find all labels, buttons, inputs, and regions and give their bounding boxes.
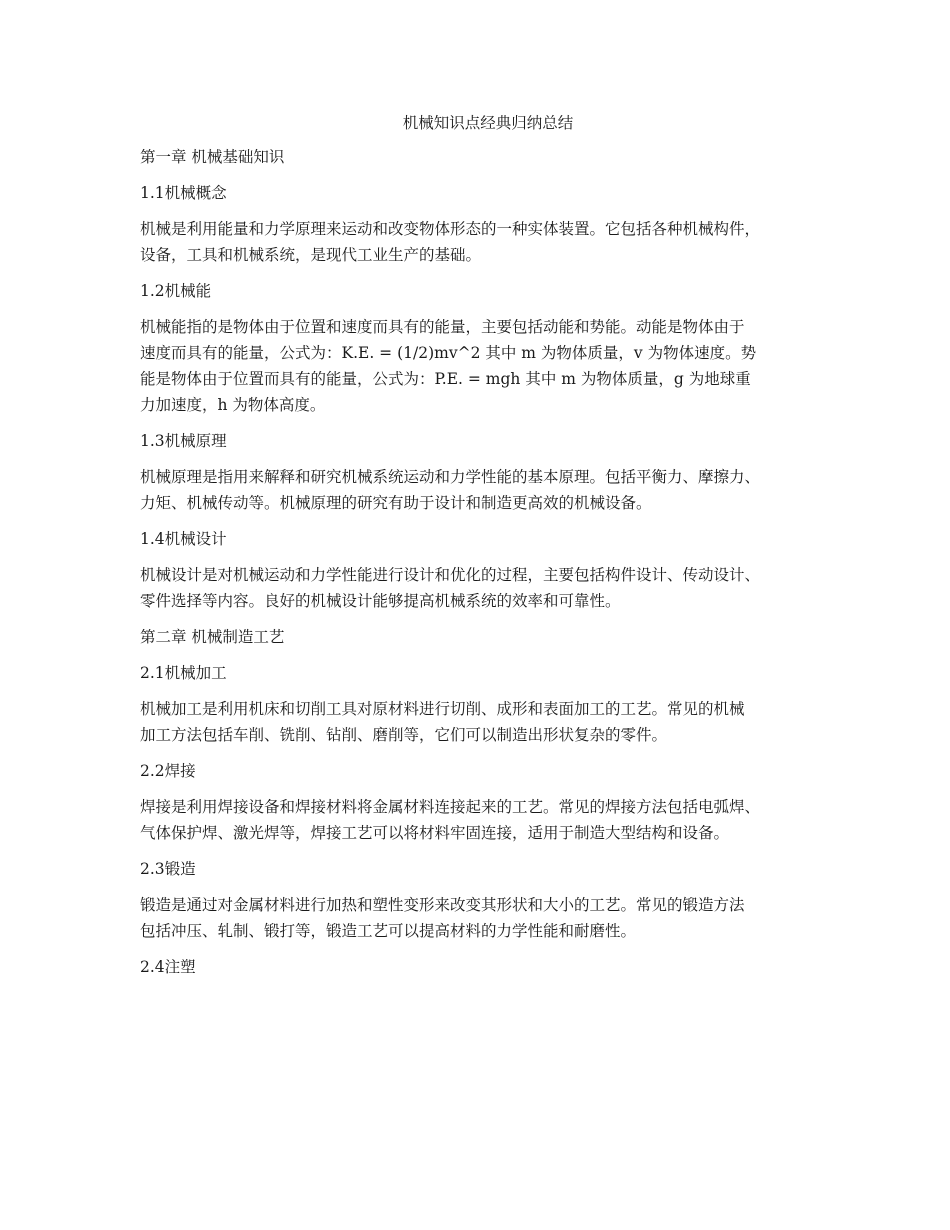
text-line: 锻造是通过对金属材料进行加热和塑性变形来改变其形状和大小的工艺。常见的锻造方法	[140, 896, 745, 914]
section-2-3-text	[140, 892, 830, 944]
text-line: 速度而具有的能量，公式为：K.E. = (1/2)mv^2 其中 m 为物体质量，v 为物体速度。势	[140, 344, 757, 362]
section-2-2-text	[140, 794, 830, 846]
document-title: 机械知识点经典归纳总结	[402, 114, 574, 132]
document-page	[140, 108, 830, 990]
section-2-4-heading: 2.4注塑	[140, 958, 196, 976]
section-1-1-text	[140, 216, 830, 268]
text-line: 机械能指的是物体由于位置和速度而具有的能量，主要包括动能和势能。动能是物体由于	[140, 318, 745, 336]
document-body	[140, 144, 830, 980]
section-2-2-heading: 2.2焊接	[140, 762, 196, 780]
text-line: 力加速度，h 为物体高度。	[140, 396, 326, 414]
chapter-2-heading: 第二章 机械制造工艺	[140, 628, 285, 646]
text-line: 机械是利用能量和力学原理来运动和改变物体形态的一种实体装置。它包括各种机械构件，	[140, 220, 761, 238]
text-line: 设备，工具和机械系统，是现代工业生产的基础。	[140, 246, 482, 264]
section-2-3-heading: 2.3锻造	[140, 860, 196, 878]
text-line: 气体保护焊、激光焊等，焊接工艺可以将材料牢固连接，适用于制造大型结构和设备。	[140, 824, 730, 842]
text-line: 包括冲压、轧制、锻打等，锻造工艺可以提高材料的力学性能和耐磨性。	[140, 922, 637, 940]
text-line: 机械设计是对机械运动和力学性能进行设计和优化的过程，主要包括构件设计、传动设计、	[140, 566, 761, 584]
section-1-3-text	[140, 464, 830, 516]
chapter-1-heading: 第一章 机械基础知识	[140, 148, 285, 166]
text-line: 力矩、机械传动等。机械原理的研究有助于设计和制造更高效的机械设备。	[140, 494, 652, 512]
text-line: 焊接是利用焊接设备和焊接材料将金属材料连接起来的工艺。常见的焊接方法包括电弧焊、	[140, 798, 761, 816]
section-1-2-text	[140, 314, 830, 418]
section-2-1-text	[140, 696, 830, 748]
text-line: 能是物体由于位置而具有的能量，公式为：P.E. = mgh 其中 m 为物体质量，g 为地球重	[140, 370, 751, 388]
text-line: 加工方法包括车削、铣削、钻削、磨削等，它们可以制造出形状复杂的零件。	[140, 726, 668, 744]
section-1-4-heading: 1.4机械设计	[140, 530, 227, 548]
section-1-4-text	[140, 562, 830, 614]
text-line: 零件选择等内容。良好的机械设计能够提高机械系统的效率和可靠性。	[140, 592, 621, 610]
text-line: 机械加工是利用机床和切削工具对原材料进行切削、成形和表面加工的工艺。常见的机械	[140, 700, 745, 718]
section-1-3-heading: 1.3机械原理	[140, 432, 227, 450]
section-1-2-heading: 1.2机械能	[140, 282, 212, 300]
text-line: 机械原理是指用来解释和研究机械系统运动和力学性能的基本原理。包括平衡力、摩擦力、	[140, 468, 761, 486]
section-1-1-heading: 1.1机械概念	[140, 184, 227, 202]
section-2-1-heading: 2.1机械加工	[140, 664, 227, 682]
